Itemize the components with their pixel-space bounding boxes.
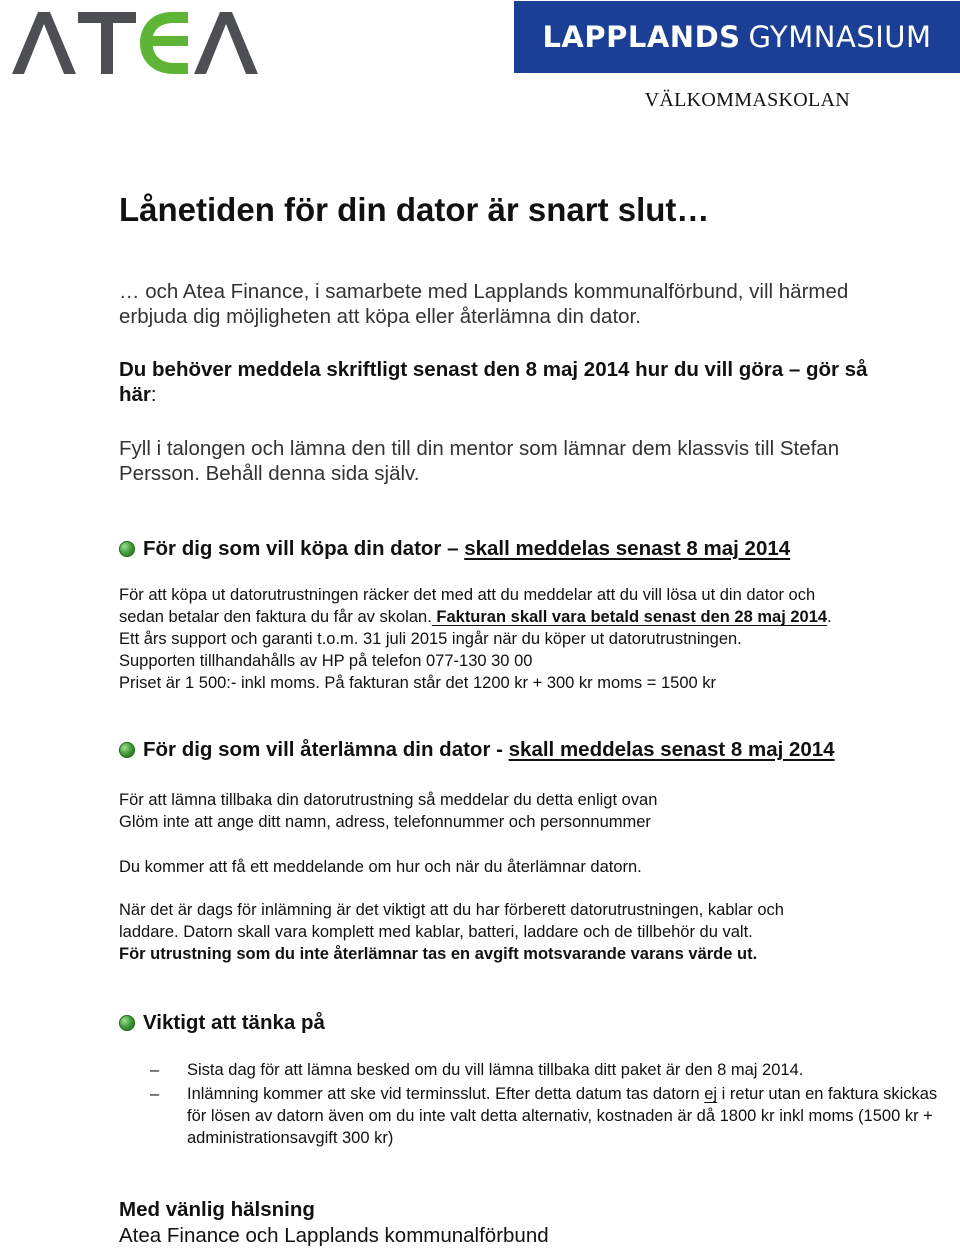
return-instructions xyxy=(119,899,949,965)
list-item-text-a: Inlämning kommer att ske vid terminsslut. Efter detta datum tas datorn xyxy=(187,1085,705,1103)
intro-paragraph xyxy=(119,279,959,329)
return-heading-deadline: skall meddelas senast 8 maj 2014 xyxy=(508,738,835,761)
return-line-3: Du kommer att få ett meddelande om hur och när du återlämnar datorn. xyxy=(119,858,642,876)
list-item xyxy=(150,1083,940,1149)
think-heading-text: Viktigt att tänka på xyxy=(143,1011,325,1034)
buy-invoice-deadline: Fakturan skall vara betald senast den 28 maj 2014 xyxy=(431,608,828,626)
green-bullet-icon xyxy=(119,1015,135,1031)
dash-bullet: – xyxy=(150,1061,160,1079)
buy-line-3: Ett års support och garanti t.o.m. 31 juli 2015 ingår när du köper ut datorutrustningen. xyxy=(119,630,742,648)
return-section-heading xyxy=(119,738,835,762)
green-bullet-icon xyxy=(119,541,135,557)
return-section-body xyxy=(119,789,949,833)
return-line-1: För att lämna tillbaka din datorutrustning så meddelar du detta enligt ovan xyxy=(119,791,658,809)
list-item-text: Sista dag för att lämna besked om du vill lämna tillbaka ditt paket är den 8 maj 2014. xyxy=(187,1061,804,1079)
logo-text-lapplands: LAPPLANDS xyxy=(542,20,741,54)
return-line-6: För utrustning som du inte återlämnar tas en avgift motsvarande varans värde ut. xyxy=(119,945,758,963)
list-item-emphasis: ej xyxy=(704,1085,718,1103)
lapplands-gymnasium-logo xyxy=(514,1,960,73)
deadline-line-2: här xyxy=(119,383,151,406)
return-line-2: Glöm inte att ange ditt namn, adress, telefonnummer och personnummer xyxy=(119,813,651,831)
intro-line-1: … och Atea Finance, i samarbete med Lapplands kommunalförbund, vill härmed xyxy=(119,280,849,303)
return-line-4: När det är dags för inlämning är det viktigt att du har förberett datorutrustningen, kablar och xyxy=(119,901,784,919)
think-section-heading xyxy=(119,1011,325,1035)
think-list xyxy=(150,1059,940,1151)
instructions-line-2: Persson. Behåll denna sida själv. xyxy=(119,462,420,485)
return-heading-text: För dig som vill återlämna din dator - xyxy=(143,738,503,761)
closing-signature: Atea Finance och Lapplands kommunalförbund xyxy=(119,1224,549,1247)
instructions-paragraph xyxy=(119,436,959,486)
deadline-line-1: Du behöver meddela skriftligt senast den 8 maj 2014 hur du vill göra – gör så xyxy=(119,358,868,381)
return-notice xyxy=(119,856,949,878)
instructions-line-1: Fyll i talongen och lämna den till din mentor som lämnar dem klassvis till Stefan xyxy=(119,437,840,460)
buy-heading-text: För dig som vill köpa din dator – xyxy=(143,537,459,560)
buy-line-2: sedan betalar den faktura du får av skolan. xyxy=(119,608,432,626)
deadline-colon: : xyxy=(150,383,157,406)
logo-text-gymnasium: GYMNASIUM xyxy=(748,20,932,54)
green-bullet-icon xyxy=(119,742,135,758)
list-item xyxy=(150,1059,940,1081)
list-item-text xyxy=(187,1083,940,1149)
buy-line-2-end: . xyxy=(827,608,832,626)
intro-line-2: erbjuda dig möjligheten att köpa eller återlämna din dator. xyxy=(119,305,641,328)
buy-section-heading xyxy=(119,537,790,561)
buy-line-5: Priset är 1 500:- inkl moms. På fakturan står det 1200 kr + 300 kr moms = 1500 kr xyxy=(119,674,717,692)
return-line-5: laddare. Datorn skall vara komplett med kablar, batteri, laddare och de tillbehör du valt. xyxy=(119,923,753,941)
atea-logo xyxy=(8,6,270,78)
buy-line-1: För att köpa ut datorutrustningen räcker det med att du meddelar att du vill lösa ut din dator och xyxy=(119,586,816,604)
welcome-label: VÄLKOMMASKOLAN xyxy=(644,89,850,111)
closing-greeting: Med vänlig hälsning xyxy=(119,1198,315,1221)
buy-heading-deadline: skall meddelas senast 8 maj 2014 xyxy=(464,537,791,560)
deadline-paragraph xyxy=(119,357,959,407)
page-title: Lånetiden för din dator är snart slut… xyxy=(119,191,710,228)
buy-line-4: Supporten tillhandahålls av HP på telefon 077-130 30 00 xyxy=(119,652,533,670)
buy-section-body xyxy=(119,584,949,694)
list-item-text-b: i retur utan en faktura skickas för lösen av datorn även om du inte valt detta alternativ, kostnaden är då 1800 kr inkl moms (1500 kr + administrationsavgift 300 kr) xyxy=(187,1085,938,1147)
dash-bullet: – xyxy=(150,1085,160,1103)
